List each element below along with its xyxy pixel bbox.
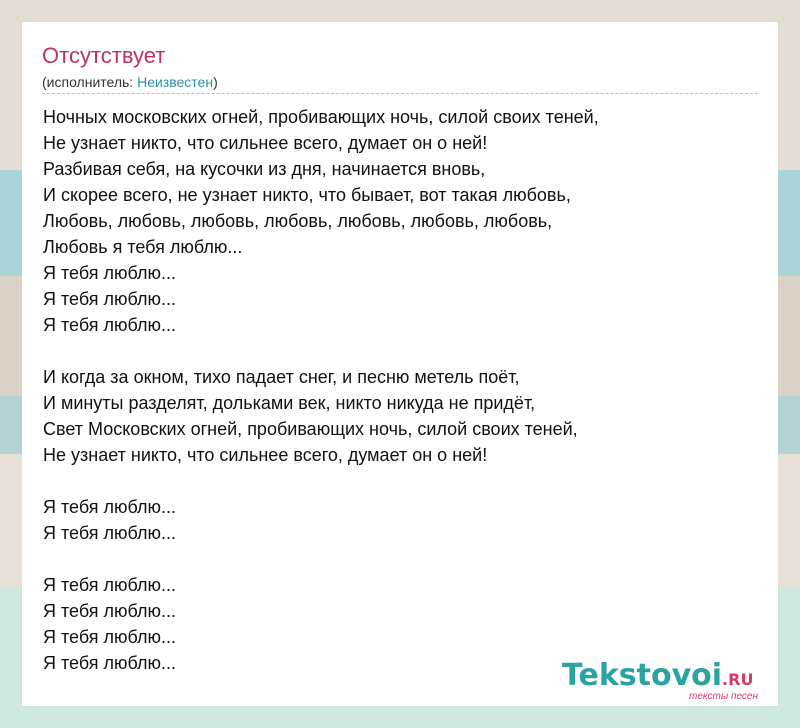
artist-line <box>42 73 218 91</box>
lyric-line: Я тебя люблю... <box>43 523 177 543</box>
lyric-line: Я тебя люблю... <box>43 575 177 595</box>
lyric-line: Я тебя люблю... <box>43 315 177 335</box>
lyric-line: Любовь, любовь, любовь, любовь, любовь, любовь, любовь, <box>43 211 553 231</box>
logo-tagline: тексты песен <box>689 691 758 702</box>
lyric-line: Я тебя люблю... <box>43 653 177 673</box>
lyric-line: Я тебя люблю... <box>43 627 177 647</box>
logo-domain: .RU <box>722 670 754 689</box>
logo-main-text: Tekstovoi <box>562 658 723 693</box>
lyric-line: Я тебя люблю... <box>43 263 177 283</box>
lyric-line: И скорее всего, не узнает никто, что бывает, вот такая любовь, <box>43 185 571 205</box>
lyric-line: Свет Московских огней, пробивающих ночь, силой своих теней, <box>43 419 578 439</box>
lyric-blank-line <box>43 338 759 364</box>
lyric-blank-line <box>43 546 759 572</box>
artist-link[interactable]: Неизвестен <box>137 74 214 90</box>
lyric-line: Ночных московских огней, пробивающих ночь, силой своих теней, <box>43 107 599 127</box>
lyrics-body <box>43 104 759 676</box>
lyrics-card <box>22 22 778 706</box>
site-logo[interactable] <box>562 658 772 706</box>
lyric-line: И минуты разделят, дольками век, никто никуда не придёт, <box>43 393 536 413</box>
lyric-line: Я тебя люблю... <box>43 497 177 517</box>
lyric-line: Любовь я тебя люблю... <box>43 237 243 257</box>
song-title: Отсутствует <box>42 43 166 68</box>
lyric-line: Разбивая себя, на кусочки из дня, начинается вновь, <box>43 159 486 179</box>
lyric-line: И когда за окном, тихо падает снег, и песню метель поёт, <box>43 367 520 387</box>
artist-suffix: ) <box>213 74 218 90</box>
lyric-line: Не узнает никто, что сильнее всего, думает он о ней! <box>43 445 488 465</box>
lyric-blank-line <box>43 468 759 494</box>
lyric-line: Я тебя люблю... <box>43 601 177 621</box>
lyric-line: Я тебя люблю... <box>43 289 177 309</box>
artist-prefix: (исполнитель: <box>42 74 138 90</box>
lyric-line: Не узнает никто, что сильнее всего, думает он о ней! <box>43 133 488 153</box>
title-divider <box>42 93 758 94</box>
